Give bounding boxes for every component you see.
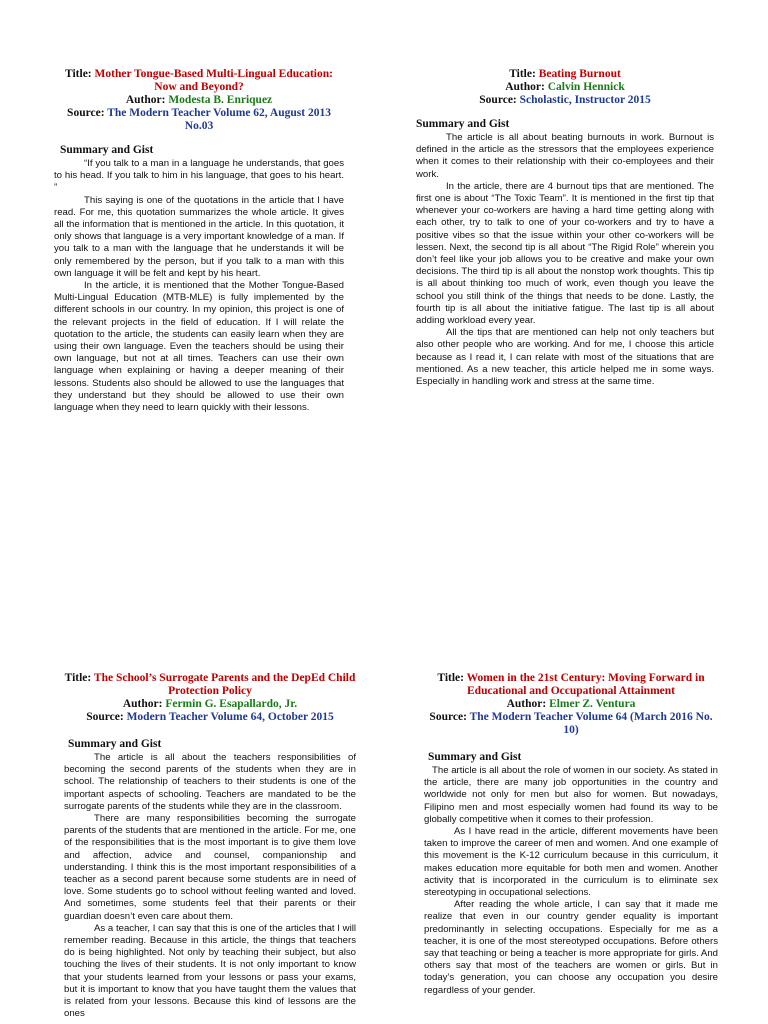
paragraph: The article is all about the teachers responsibilities of becoming the second parents of the students when they are in school. The relationship of teachers to their students is one of the important aspects of schooling. Teachers are mandated to be the surrogate parents of the students while they are in the classroom. [64,752,356,812]
summary-body [54,158,344,414]
article-author-line [54,94,344,107]
article-author-line [64,698,356,711]
article-source-line [54,107,344,133]
paragraph: All the tips that are mentioned can help not only teachers but also other people who are working. And for me, I choose this article because as I read it, I can relate with most of the situations that are mentioned. As a new teacher, this article helped me in some ways. Especially in handling work and stress at the same time. [416,327,714,388]
summary-heading: Summary and Gist [60,144,154,156]
article-title-line [416,68,714,81]
paragraph: “If you talk to a man in a language he understands, that goes to his head. If you talk to him in his language, that goes to his heart. ” [54,158,344,194]
source-label: Source: [479,94,517,106]
summary-heading: Summary and Gist [428,751,522,763]
summary-body [416,132,714,388]
paragraph: As I have read in the article, different movements have been taken to improve the career of men and women. And one example of this movement is the K-12 curriculum because in this curriculum, it makes education more equitable for both men and women. Another activity that is incorporated in the curriculum is to eliminate sex stereotyping in occupational selections. [424,826,718,899]
source-label: Source: [429,711,467,723]
article-author-line [424,698,718,711]
paragraph: As a teacher, I can say that this is one of the articles that I will remember reading. Because in this article, the things that teachers do is being highlighted. Not only by teaching their subject, but also touching the lives of their students. It is not only important to know that your students learned from your lessons or pass your exams, but it is important to know that you have taught them the values that is related from your lessons. Because this kind of lessons are the ones [64,922,356,1020]
article-card-1 [54,68,344,414]
article-author-line [416,81,714,94]
paragraph: There are many responsibilities becoming the surrogate parents of the students that are mentioned in the article. For me, one of the responsibilities that is the most important is to give them love and affection, advice and counsel, companionship and understanding. I think this is the most important responsibilities of a teacher as a second parent because some students are in need of love. Some students go to school without feeling wanted and loved. And sometimes, some students feel that their parents or their guardian doesn’t even care about them. [64,813,356,922]
source-label: Source: [67,107,105,119]
article-author: Fermin G. Esapallardo, Jr. [165,698,298,710]
paragraph: The article is all about beating burnouts in work. Burnout is defined in the article as the stressors that the employees experience when it comes to their relationship with their co-employees and their work. [416,132,714,180]
article-source: The Modern Teacher Volume 62, August 2013 No.03 [107,107,331,132]
paragraph: After reading the whole article, I can say that it made me realize that even in our country gender equality is important predominantly in selecting occupations. Especially for me as a teacher, it is one of the most stereotyped occupations. Before others say that teaching or being a teacher is more appropriate for girls. And others say that most of the teachers are women or girls. But in today’s generation, you can choose any occupation you desire regardless of your gender. [424,899,718,996]
article-author: Modesta B. Enriquez [168,94,273,106]
title-label: Title: [437,672,464,684]
author-label: Author: [506,698,547,710]
summary-heading: Summary and Gist [416,118,510,130]
article-author: Calvin Hennick [547,81,625,93]
author-label: Author: [122,698,163,710]
article-source: The Modern Teacher Volume 64 (March 2016 No. 10) [469,711,713,736]
article-title-line [64,672,356,698]
author-label: Author: [125,94,166,106]
title-label: Title: [509,68,536,80]
article-title-line [54,68,344,94]
article-title: Beating Burnout [538,68,621,80]
paragraph: In the article, it is mentioned that the Mother Tongue-Based Multi-Lingual Education (MTB-MLE) is fully implemented by the different schools in our country. In my opinion, this project is one of the relevant projects in the field of education. If I will relate the quotation to the article, the students can easily learn when they are using their own language. Even the teachers should be using their own language, but not at all times. Teachers can use their own language when explaining or having a deeper meaning of their lessons. Students also should be allowed to use the languages that they understand but they should be allowed to use their own language when they need to learn quickly with their lessons. [54,280,344,414]
summary-body [424,765,718,997]
article-title: The School’s Surrogate Parents and the DepEd Child Protection Policy [93,672,356,697]
article-card-4 [424,672,718,997]
article-card-2 [416,68,714,388]
source-label: Source: [86,711,124,723]
article-source-line [416,94,714,107]
article-source: Modern Teacher Volume 64, October 2015 [126,711,334,723]
paragraph: This saying is one of the quotations in the article that I have read. For me, this quotation summarizes the whole article. It gives all the information that is mentioned in the article. In this quotation, it only shows that language is a very important knowledge of a man. If you talk to a man with the language that he understands it will be only remembered by the person, but if you talk to a man with this own language it will be felt and kept by his heart. [54,194,344,279]
article-source-line [64,711,356,724]
article-title-line [424,672,718,698]
paragraph: In the article, there are 4 burnout tips that are mentioned. The first one is about “The Toxic Team”. It is mentioned in the first tip that whenever your co-workers are having a hard time getting along with each other, try to talk to one of your co-workers and try to have a positive vibes so that the issue within your other co-workers will be lessen. Next, the second tip is all about “The Rigid Role” wherein you don’t feel like your job allows you to be creative and make your own decisions. The third tip is all about the nonstop work thoughts. This tip is all about thinking too much of work, even though you leave the school you still think of the things that needs to be done. Lastly, the fourth tip is all about the initiative fatigue. The last tip is all about adding workload every year. [416,180,714,327]
paragraph: The article is all about the role of women in our society. As stated in the article, there are many job opportunities in the country and worldwide not only for men but also for women. But nowadays, Filipino men and most especially women had found its way to be globally competitive when it comes to their profession. [424,765,718,825]
summary-body [64,752,356,1020]
article-author: Elmer Z. Ventura [549,698,636,710]
title-label: Title: [64,672,92,684]
summary-heading: Summary and Gist [68,738,162,750]
article-card-3 [64,672,356,1020]
author-label: Author: [505,81,545,93]
article-source: Scholastic, Instructor 2015 [519,94,651,106]
article-title: Women in the 21st Century: Moving Forward in Educational and Occupational Attainment [466,672,705,697]
title-label: Title: [65,68,92,80]
article-title: Mother Tongue-Based Multi-Lingual Education: Now and Beyond? [94,68,333,93]
article-source-line [424,711,718,737]
